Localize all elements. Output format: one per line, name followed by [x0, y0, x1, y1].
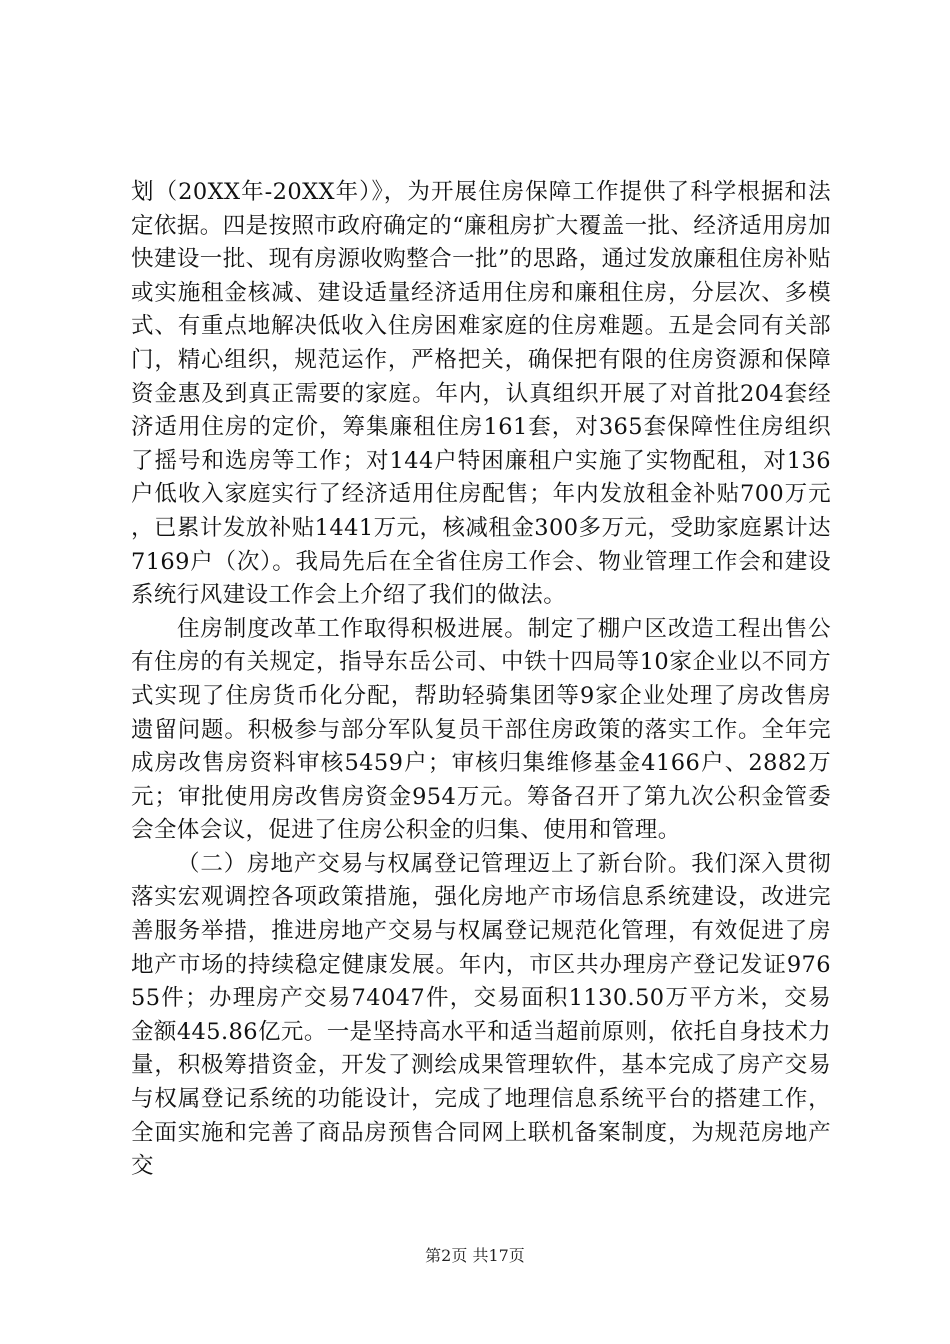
paragraph-housing-reform: 住房制度改革工作取得积极进展。制定了棚户区改造工程出售公有住房的有关规定，指导东岳公司、中铁十四局等10家企业以不同方式实现了住房货币化分配，帮助轻骑集团等9家企业处理了房改售房遗留问题。积极参与部分军队复员干部住房政策的落实工作。全年完成房改售房资料审核5459户；审核归集维修基金4166户、2882万元；审批使用房改售房资金954万元。筹备召开了第九次公积金管委会全体会议，促进了住房公积金的归集、使用和管理。: [131, 615, 831, 844]
document-body: [131, 176, 831, 1184]
page-number-footer: 第2页 共17页: [425, 1246, 525, 1265]
paragraph-real-estate-registration: （二）房地产交易与权属登记管理迈上了新台阶。我们深入贯彻落实宏观调控各项政策措施，强化房地产市场信息系统建设，改进完善服务举措，推进房地产交易与权属登记规范化管理，有效促进了房地产市场的持续稳定健康发展。年内，市区共办理房产登记发证97655件；办理房产交易74047件，交易面积1130.50万平方米，交易金额445.86亿元。一是坚持高水平和适当超前原则，依托自身技术力量，积极筹措资金，开发了测绘成果管理软件，基本完成了房产交易与权属登记系统的功能设计，完成了地理信息系统平台的搭建工作，全面实施和完善了商品房预售合同网上联机备案制度，为规范房地产交: [131, 850, 831, 1180]
paragraph-housing-security: 划（20XX年-20XX年）》，为开展住房保障工作提供了科学根据和法定依据。四是按照市政府确定的“廉租房扩大覆盖一批、经济适用房加快建设一批、现有房源收购整合一批”的思路，通过发放廉租住房补贴或实施租金核减、建设适量经济适用住房和廉租住房，分层次、多模式、有重点地解决低收入住房困难家庭的住房难题。五是会同有关部门，精心组织，规范运作，严格把关，确保把有限的住房资源和保障资金惠及到真正需要的家庭。年内，认真组织开展了对首批204套经济适用住房的定价，筹集廉租住房161套，对365套保障性住房组织了摇号和选房等工作；对144户特困廉租户实施了实物配租，对136户低收入家庭实行了经济适用住房配售；年内发放租金补贴700万元，已累计发放补贴1441万元，核减租金300多万元，受助家庭累计达7169户（次）。我局先后在全省住房工作会、物业管理工作会和建设系统行风建设工作会上介绍了我们的做法。: [131, 179, 831, 609]
